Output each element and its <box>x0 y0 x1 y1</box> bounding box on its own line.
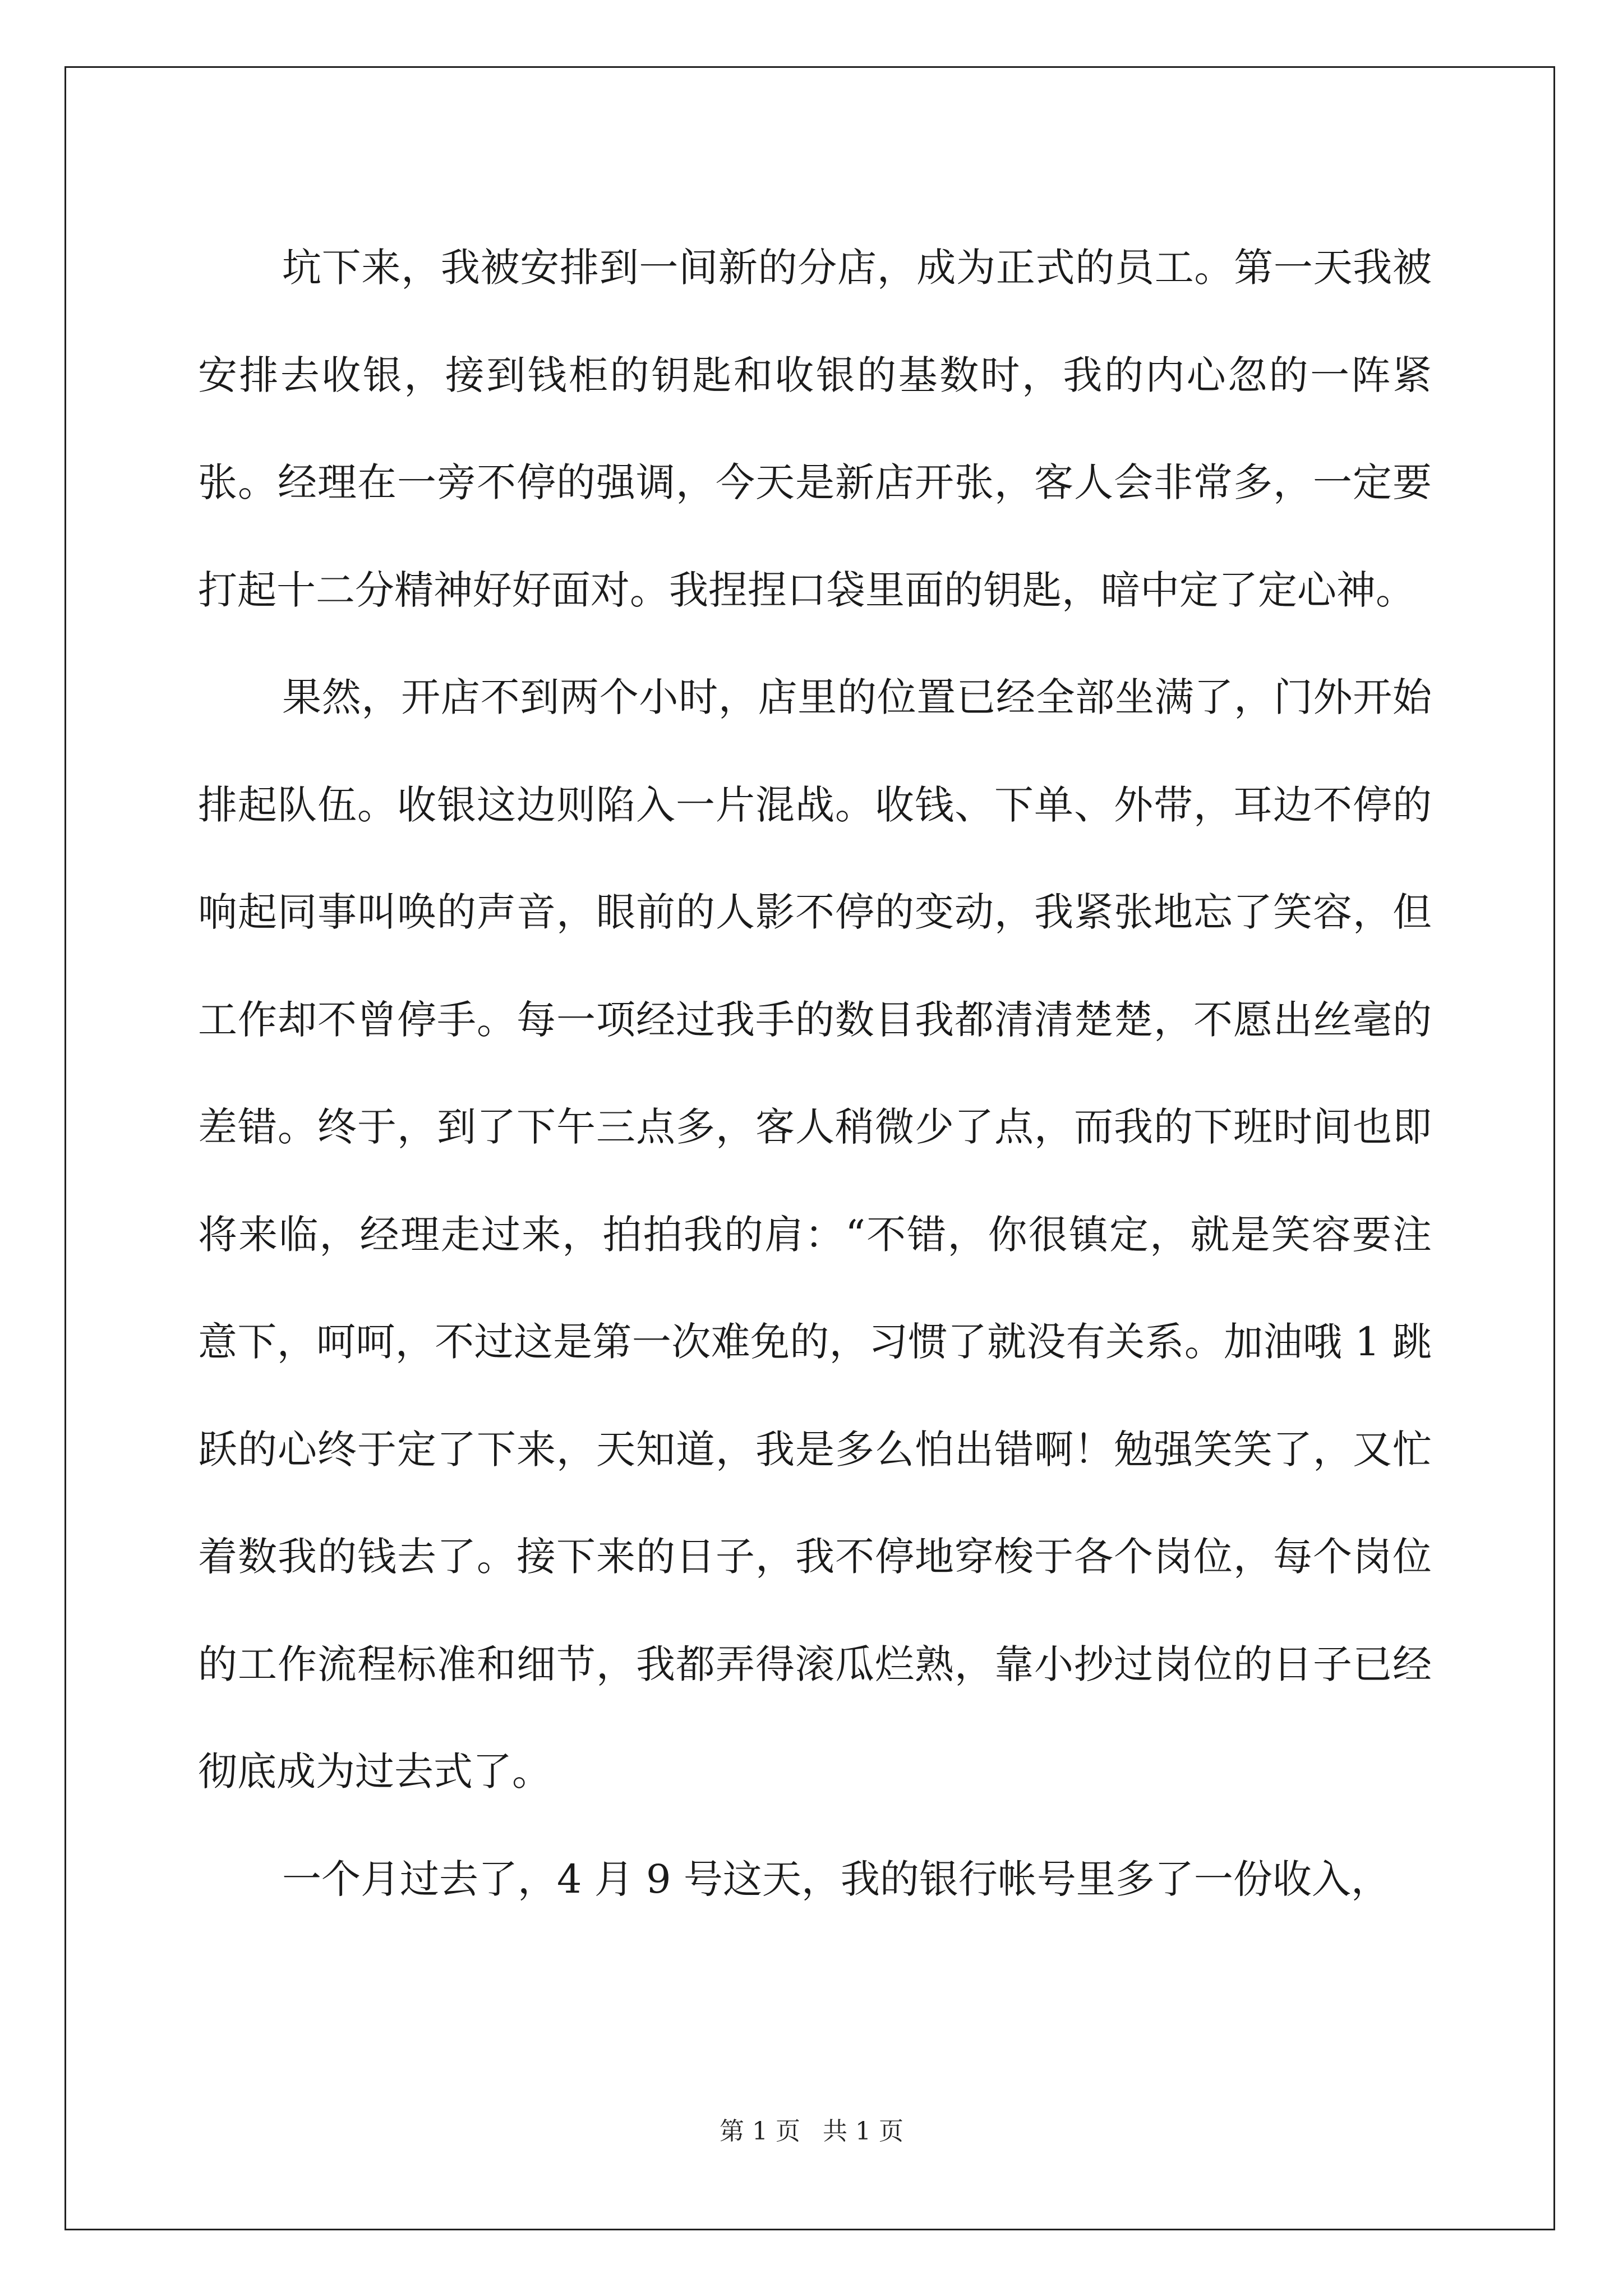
paragraph-2: 果然，开店不到两个小时，店里的位置已经全部坐满了，门外开始排起队伍。收银这边则陷入一片混战。收钱、下单、外带，耳边不停的响起同事叫唤的声音，眼前的人影不停的变动，我紧张地忘了笑容，但工作却不曾停手。每一项经过我手的数目我都清清楚楚，不愿出丝毫的差错。终于，到了下午三点多，客人稍微少了点，而我的下班时间也即将来临，经理走过来，拍拍我的肩：“不错，你很镇定，就是笑容要注意下，呵呵，不过这是第一次难免的，习惯了就没有关系。加油哦 1 跳跃的心终于定了下来，天知道，我是多么怕出错啊！勉强笑笑了，又忙着数我的钱去了。接下来的日子，我不停地穿梭于各个岗位，每个岗位的工作流程标准和细节，我都弄得滚瓜烂熟，靠小抄过岗位的日子已经彻底成为过去式了。 <box>198 674 1432 1795</box>
page-number-total: 共 1 页 <box>823 2117 903 2146</box>
page-footer <box>0 2116 1623 2147</box>
paragraph-3: 一个月过去了，4 月 9 号这天，我的银行帐号里多了一份收入， <box>282 1856 1390 1902</box>
paragraph-1: 坑下来，我被安排到一间新的分店，成为正式的员工。第一天我被安排去收银，接到钱柜的钥匙和收银的基数时，我的内心忽的一阵紧张。经理在一旁不停的强调，今天是新店开张，客人会非常多，一定要打起十二分精神好好面对。我捏捏口袋里面的钥匙，暗中定了定心神。 <box>198 245 1432 613</box>
page-number-current: 第 1 页 <box>720 2117 800 2146</box>
document-body <box>198 214 1432 1933</box>
